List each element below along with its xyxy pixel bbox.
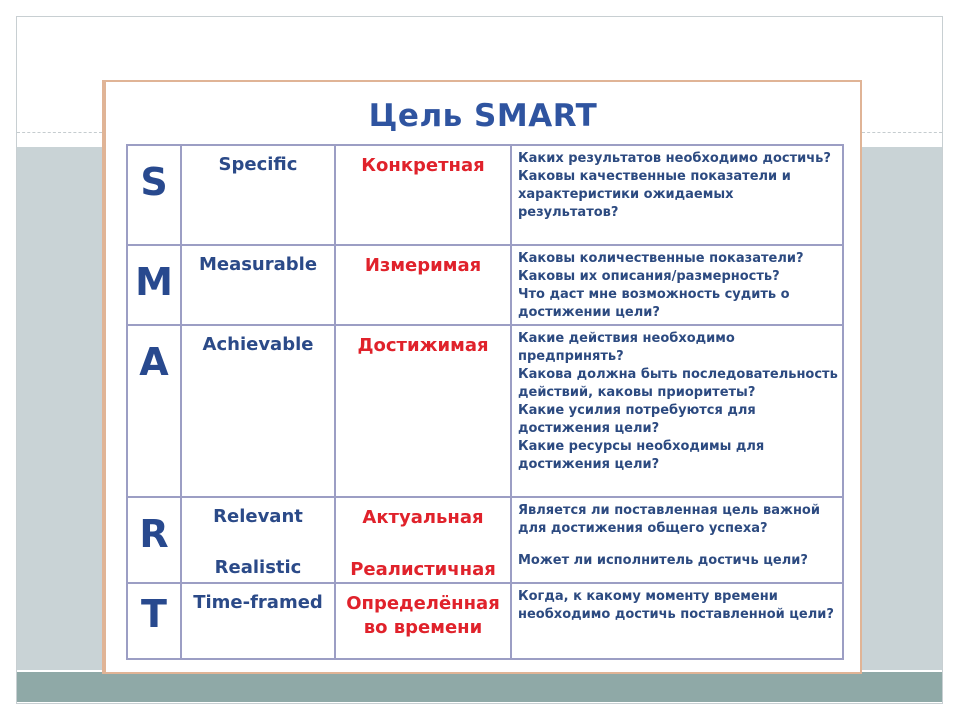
russian-term: Достижимая [357, 335, 489, 356]
russian-term: Определённая во времени [346, 593, 500, 638]
row-letter: M [135, 260, 173, 304]
guiding-questions: Является ли поставленная цель важной для достижения общего успеха? [518, 503, 820, 536]
questions-cell [511, 497, 843, 583]
russian-term: Конкретная [361, 155, 485, 176]
table-row-m [127, 245, 843, 325]
english-term-secondary: Realistic [214, 557, 302, 578]
russian-cell [335, 145, 511, 245]
english-cell [181, 245, 335, 325]
questions-cell [511, 325, 843, 497]
smart-card [102, 80, 862, 674]
english-cell [181, 325, 335, 497]
slide-footer-band [17, 672, 942, 702]
russian-term: Актуальная [362, 507, 484, 528]
english-cell [181, 583, 335, 659]
card-title: Цель SMART [368, 98, 598, 134]
russian-cell [335, 325, 511, 497]
letter-cell [127, 245, 181, 325]
english-term: Time-framed [193, 592, 323, 613]
english-term: Achievable [202, 334, 314, 355]
row-letter: R [139, 512, 169, 556]
russian-term-secondary: Реалистичная [350, 559, 496, 580]
russian-cell [335, 245, 511, 325]
russian-cell [335, 583, 511, 659]
divider-right [862, 132, 942, 133]
guiding-questions: Когда, к какому моменту времени необходимо достичь поставленной цели? [518, 589, 834, 622]
letter-cell [127, 497, 181, 583]
questions-cell [511, 583, 843, 659]
row-letter: S [140, 160, 168, 204]
guiding-questions: Каковы количественные показатели? Каковы их описания/размерность? Что даст мне возможность судить о достижении цели? [518, 251, 804, 320]
english-term: Specific [218, 154, 298, 175]
table-row-t [127, 583, 843, 659]
table-row-a [127, 325, 843, 497]
guiding-questions-secondary: Может ли исполнитель достичь цели? [518, 553, 808, 568]
table-row-r [127, 497, 843, 583]
english-cell [181, 497, 335, 583]
table-row-s [127, 145, 843, 245]
letter-cell [127, 325, 181, 497]
questions-cell [511, 245, 843, 325]
english-cell [181, 145, 335, 245]
letter-cell [127, 145, 181, 245]
russian-term: Измеримая [364, 255, 482, 276]
english-term: Relevant [213, 506, 303, 527]
guiding-questions: Каких результатов необходимо достичь? Каковы качественные показатели и характеристики ожидаемых результатов? [518, 151, 831, 220]
row-letter: T [141, 592, 167, 636]
questions-cell [511, 145, 843, 245]
letter-cell [127, 583, 181, 659]
smart-table [126, 144, 844, 660]
guiding-questions: Какие действия необходимо предпринять? Какова должна быть последовательность действий, каковы приоритеты? Какие усилия потребуются для достижения цели? Какие ресурсы необходимы для достижения цели? [518, 331, 838, 472]
divider-left [17, 132, 102, 133]
english-term: Measurable [198, 254, 318, 275]
row-letter: A [139, 340, 169, 384]
russian-cell [335, 497, 511, 583]
